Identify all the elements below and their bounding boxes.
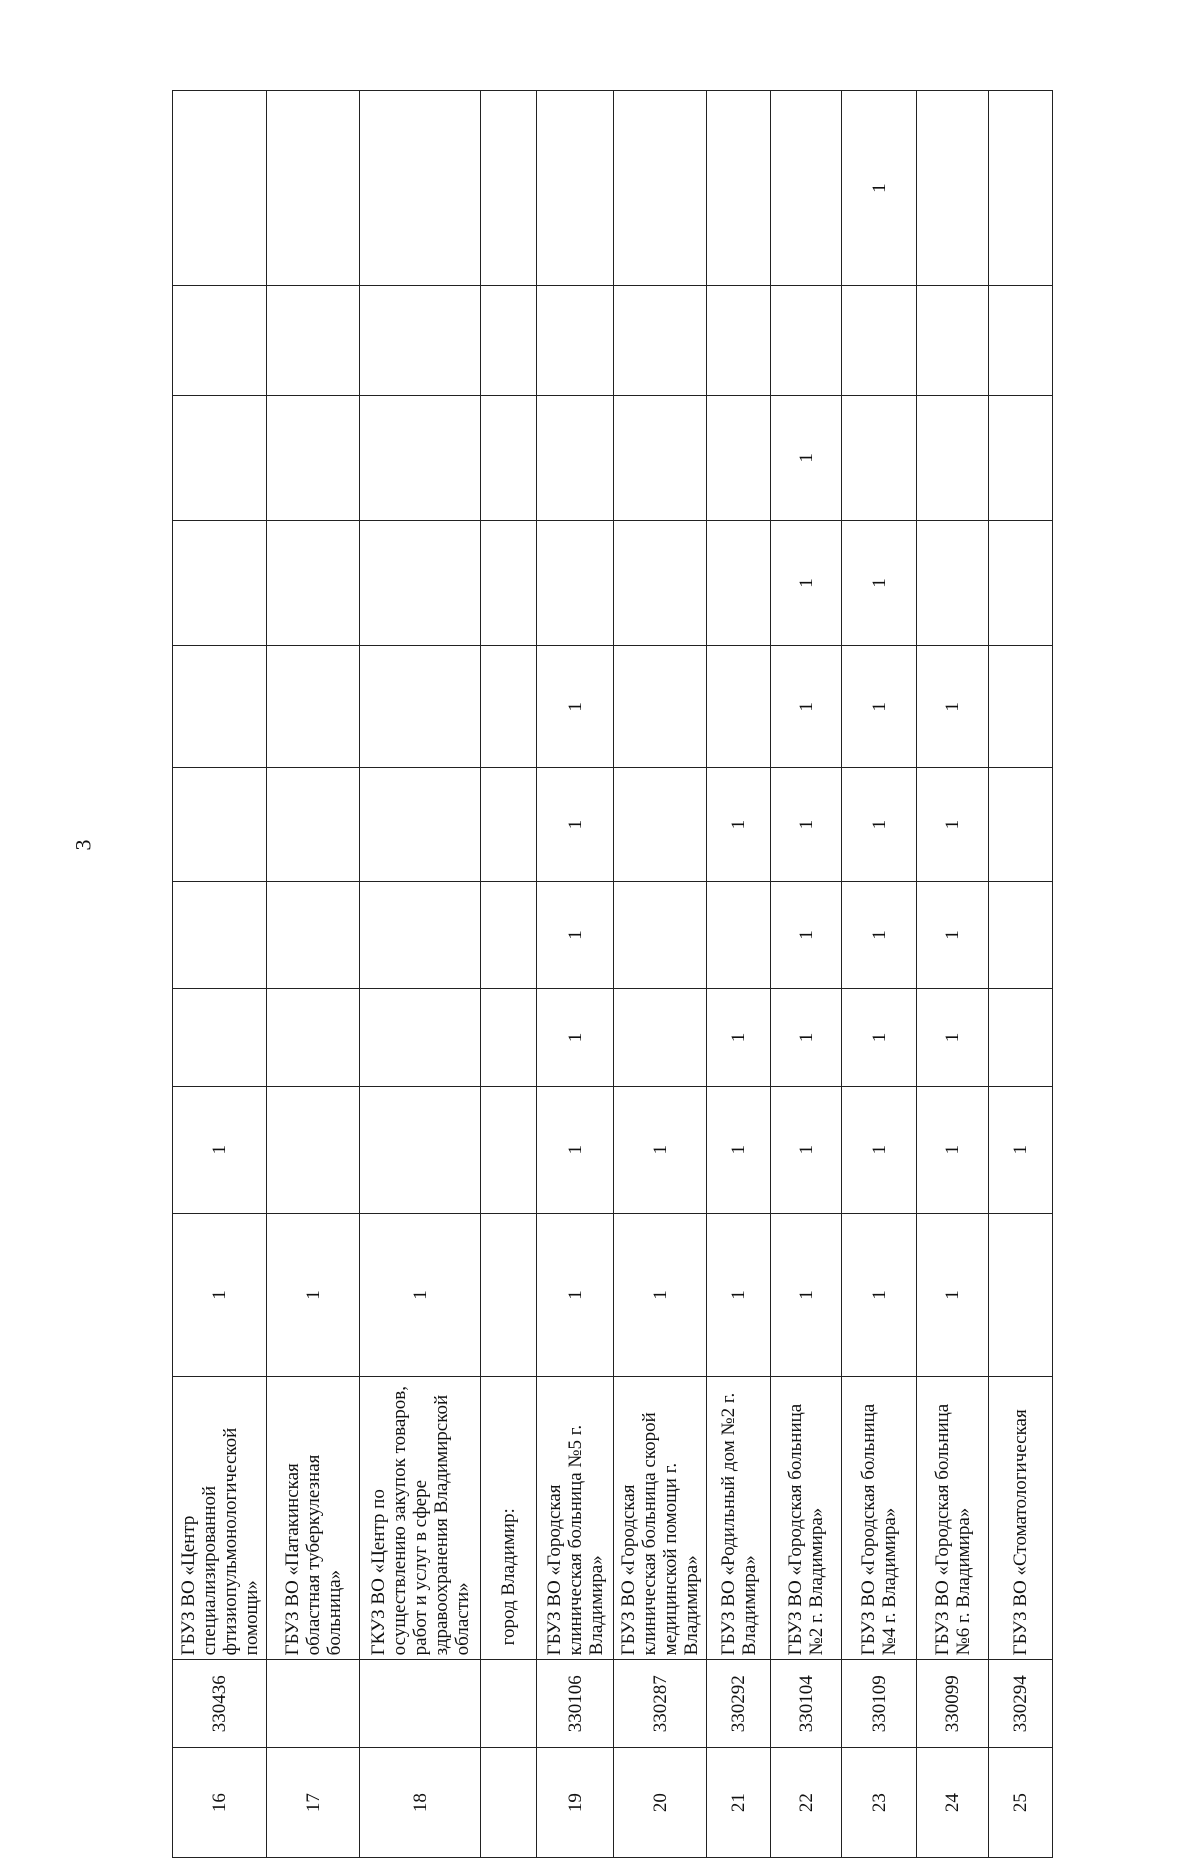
institution-code: 330287: [614, 1660, 707, 1748]
mark-cell: 1: [842, 646, 917, 768]
table-row: [267, 91, 360, 1858]
mark-cell: [173, 520, 267, 646]
mark-cell: [707, 91, 771, 286]
mark-cell: 1: [842, 768, 917, 881]
institution-code: 330109: [842, 1660, 917, 1748]
rotated-table-wrapper: [172, 90, 1060, 1858]
mark-cell: [614, 286, 707, 396]
mark-cell: [481, 286, 537, 396]
institution-code: 330099: [917, 1660, 989, 1748]
institution-name: ГБУЗ ВО «Родильный дом №2 г. Владимира»: [707, 1377, 771, 1660]
mark-cell: 1: [360, 1213, 481, 1377]
mark-cell: [267, 768, 360, 881]
mark-cell: 1: [537, 646, 614, 768]
institution-name: ГБУЗ ВО «Городская больница №6 г. Владимира»: [917, 1377, 989, 1660]
institution-name: ГКУЗ ВО «Центр по осуществлению закупок товаров, работ и услуг в сфере здравоохранения Владимирской области»: [360, 1377, 481, 1660]
institution-code: 330106: [537, 1660, 614, 1748]
mark-cell: [173, 768, 267, 881]
mark-cell: 1: [173, 1213, 267, 1377]
mark-cell: 1: [614, 1213, 707, 1377]
mark-cell: 1: [537, 881, 614, 988]
mark-cell: [707, 881, 771, 988]
institution-code: 330436: [173, 1660, 267, 1748]
table-row: [842, 91, 917, 1858]
institution-code: 330294: [989, 1660, 1053, 1748]
mark-cell: [771, 91, 842, 286]
mark-cell: [267, 881, 360, 988]
mark-cell: [360, 1086, 481, 1213]
mark-cell: [267, 989, 360, 1087]
row-number: [481, 1748, 537, 1858]
institution-code: [360, 1660, 481, 1748]
mark-cell: [707, 396, 771, 520]
mark-cell: [989, 396, 1053, 520]
mark-cell: [173, 646, 267, 768]
mark-cell: [267, 1086, 360, 1213]
mark-cell: 1: [707, 1086, 771, 1213]
mark-cell: [614, 768, 707, 881]
mark-cell: [360, 286, 481, 396]
row-number: 21: [707, 1748, 771, 1858]
mark-cell: [360, 646, 481, 768]
mark-cell: [173, 989, 267, 1087]
mark-cell: [173, 396, 267, 520]
mark-cell: 1: [771, 396, 842, 520]
mark-cell: [360, 989, 481, 1087]
mark-cell: [614, 881, 707, 988]
mark-cell: 1: [771, 989, 842, 1087]
mark-cell: [360, 768, 481, 881]
mark-cell: [614, 989, 707, 1087]
mark-cell: 1: [842, 989, 917, 1087]
mark-cell: 1: [771, 646, 842, 768]
institution-name: ГБУЗ ВО «Центр специализированной фтизиопульмонологической помощи»: [173, 1377, 267, 1660]
mark-cell: 1: [917, 1086, 989, 1213]
mark-cell: [989, 1213, 1053, 1377]
mark-cell: [481, 768, 537, 881]
mark-cell: 1: [842, 881, 917, 988]
institution-name: город Владимир:: [481, 1377, 537, 1660]
mark-cell: [771, 286, 842, 396]
mark-cell: [989, 768, 1053, 881]
table-row: [360, 91, 481, 1858]
row-number: 25: [989, 1748, 1053, 1858]
page-number: 3: [70, 839, 96, 851]
row-number: 23: [842, 1748, 917, 1858]
mark-cell: [481, 646, 537, 768]
mark-cell: [481, 881, 537, 988]
institution-name: ГБУЗ ВО «Стоматологическая: [989, 1377, 1053, 1660]
row-number: 19: [537, 1748, 614, 1858]
mark-cell: 1: [537, 768, 614, 881]
mark-cell: 1: [771, 881, 842, 988]
mark-cell: [707, 520, 771, 646]
mark-cell: [267, 646, 360, 768]
mark-cell: 1: [771, 520, 842, 646]
mark-cell: [267, 91, 360, 286]
mark-cell: [481, 989, 537, 1087]
mark-cell: [917, 91, 989, 286]
mark-cell: [360, 91, 481, 286]
mark-cell: 1: [707, 1213, 771, 1377]
mark-cell: [989, 520, 1053, 646]
row-number: 17: [267, 1748, 360, 1858]
mark-cell: 1: [842, 520, 917, 646]
table-row: [614, 91, 707, 1858]
mark-cell: [989, 646, 1053, 768]
institution-name: ГБУЗ ВО «Городская клиническая больница скорой медицинской помощи г. Владимира»: [614, 1377, 707, 1660]
mark-cell: [267, 396, 360, 520]
mark-cell: [173, 881, 267, 988]
institution-code: 330104: [771, 1660, 842, 1748]
row-number: 16: [173, 1748, 267, 1858]
hospital-table: [172, 90, 1053, 1858]
mark-cell: [481, 1213, 537, 1377]
table-row: [989, 91, 1053, 1858]
mark-cell: [917, 520, 989, 646]
mark-cell: [173, 91, 267, 286]
mark-cell: [537, 396, 614, 520]
institution-code: [481, 1660, 537, 1748]
institution-name: ГБУЗ ВО «Городская больница №2 г. Владимира»: [771, 1377, 842, 1660]
mark-cell: [989, 91, 1053, 286]
mark-cell: [481, 91, 537, 286]
mark-cell: [614, 91, 707, 286]
table-row: [481, 91, 537, 1858]
mark-cell: [481, 396, 537, 520]
mark-cell: [537, 520, 614, 646]
mark-cell: [360, 881, 481, 988]
mark-cell: 1: [707, 989, 771, 1087]
mark-cell: [267, 520, 360, 646]
mark-cell: 1: [917, 1213, 989, 1377]
row-number: 24: [917, 1748, 989, 1858]
mark-cell: 1: [917, 989, 989, 1087]
mark-cell: [707, 646, 771, 768]
mark-cell: [842, 286, 917, 396]
mark-cell: 1: [173, 1086, 267, 1213]
mark-cell: [360, 520, 481, 646]
mark-cell: [481, 520, 537, 646]
mark-cell: 1: [842, 91, 917, 286]
mark-cell: [842, 396, 917, 520]
row-number: 18: [360, 1748, 481, 1858]
mark-cell: 1: [771, 768, 842, 881]
mark-cell: 1: [267, 1213, 360, 1377]
institution-name: ГБУЗ ВО «Городская клиническая больница №5 г. Владимира»: [537, 1377, 614, 1660]
mark-cell: [917, 286, 989, 396]
institution-code: [267, 1660, 360, 1748]
row-number: 22: [771, 1748, 842, 1858]
mark-cell: [360, 396, 481, 520]
table-row: [771, 91, 842, 1858]
table-row: [537, 91, 614, 1858]
mark-cell: 1: [842, 1213, 917, 1377]
mark-cell: 1: [614, 1086, 707, 1213]
mark-cell: [917, 396, 989, 520]
mark-cell: [537, 91, 614, 286]
mark-cell: 1: [537, 989, 614, 1087]
row-number: 20: [614, 1748, 707, 1858]
mark-cell: [267, 286, 360, 396]
table-row: [707, 91, 771, 1858]
mark-cell: 1: [917, 646, 989, 768]
mark-cell: 1: [537, 1213, 614, 1377]
mark-cell: [989, 881, 1053, 988]
table-body: [173, 91, 1053, 1858]
mark-cell: 1: [917, 768, 989, 881]
institution-name: ГБУЗ ВО «Городская больница №4 г. Владимира»: [842, 1377, 917, 1660]
mark-cell: [614, 646, 707, 768]
table-row: [917, 91, 989, 1858]
mark-cell: 1: [771, 1086, 842, 1213]
mark-cell: [614, 396, 707, 520]
mark-cell: [989, 286, 1053, 396]
mark-cell: 1: [917, 881, 989, 988]
mark-cell: 1: [537, 1086, 614, 1213]
mark-cell: 1: [989, 1086, 1053, 1213]
institution-code: 330292: [707, 1660, 771, 1748]
mark-cell: [989, 989, 1053, 1087]
mark-cell: [537, 286, 614, 396]
mark-cell: 1: [707, 768, 771, 881]
mark-cell: [707, 286, 771, 396]
mark-cell: [614, 520, 707, 646]
institution-name: ГБУЗ ВО «Патакинская областная туберкулезная больница»: [267, 1377, 360, 1660]
mark-cell: [173, 286, 267, 396]
mark-cell: [481, 1086, 537, 1213]
mark-cell: 1: [842, 1086, 917, 1213]
mark-cell: 1: [771, 1213, 842, 1377]
table-row: [173, 91, 267, 1858]
